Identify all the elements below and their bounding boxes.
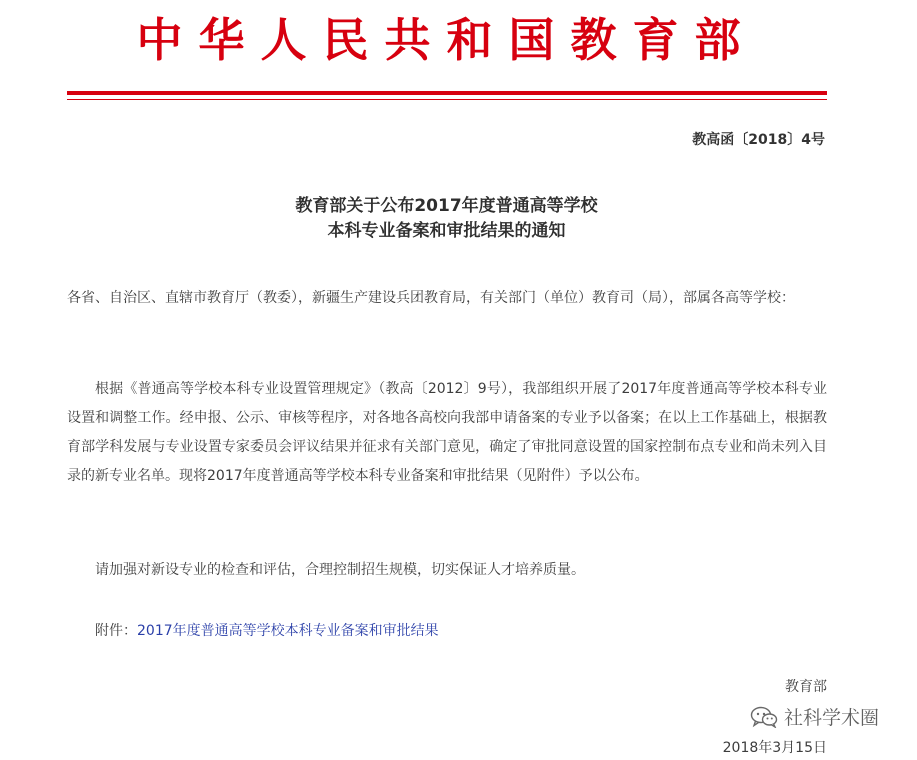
body-paragraph-1: 根据《普通高等学校本科专业设置管理规定》（教高〔2012〕9号），我部组织开展了2017年度普通高等学校本科专业设置和调整工作。经申报、公示、审核等程序，对各地各高校向我部申请备案的专业予以备案；在以上工作基础上，根据教育部学科发展与专业设置专家委员会评议结果并征求有关部门意见，确定了审批同意设置的国家控制布点专业和尚未列入目录的新专业名单。现将2017年度普通高等学校本科专业备案和审批结果（见附件）予以公布。 bbox=[67, 381, 827, 484]
wechat-icon bbox=[750, 706, 778, 728]
watermark-text: 社科学术圈 bbox=[783, 707, 879, 729]
document-title-line-2: 本科专业备案和审批结果的通知 bbox=[327, 221, 566, 241]
attachment-label: 附件： bbox=[95, 623, 137, 639]
ministry-header-title: 中华人民共和国教育部 bbox=[136, 13, 757, 67]
document-number: 教高函〔2018〕4号 bbox=[692, 132, 825, 148]
red-divider-thick bbox=[67, 91, 827, 95]
signer: 教育部 bbox=[785, 679, 827, 695]
body-paragraph-2: 请加强对新设专业的检查和评估，合理控制招生规模，切实保证人才培养质量。 bbox=[95, 562, 585, 578]
red-divider-thin bbox=[67, 99, 827, 100]
date: 2018年3月15日 bbox=[722, 740, 827, 756]
salutation: 各省、自治区、直辖市教育厅（教委），新疆生产建设兵团教育局，有关部门（单位）教育司（局），部属各高等学校： bbox=[67, 290, 795, 306]
attachment-link[interactable]: 2017年度普通高等学校本科专业备案和审批结果 bbox=[137, 623, 439, 639]
watermark bbox=[750, 703, 879, 730]
attachment-line bbox=[95, 617, 439, 646]
document-title-line-1: 教育部关于公布2017年度普通高等学校 bbox=[295, 196, 598, 216]
